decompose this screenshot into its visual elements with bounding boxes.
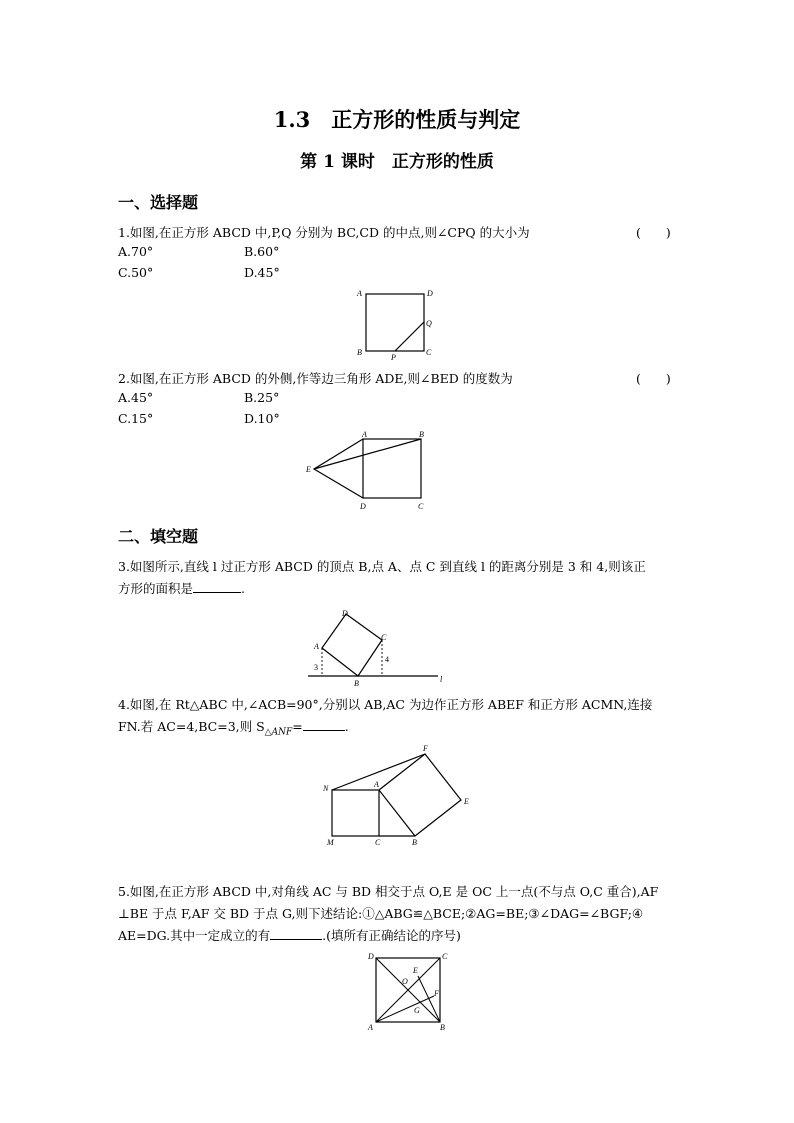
q4-label-a: A (374, 780, 379, 789)
q5-segment-be (418, 976, 440, 1022)
q2-option-c: C.15° (118, 411, 154, 426)
q4-line2 (118, 717, 349, 738)
q2-label-b: B (419, 430, 424, 439)
q4-label-f: F (423, 744, 428, 753)
q5-line1: 5.如图,在正方形 ABCD 中,对角线 AC 与 BD 相交于点 O,E 是 OC 上一点(不与点 O,C 重合),AF (118, 884, 659, 899)
q5-label-a: A (368, 1023, 373, 1032)
q4-figure (318, 740, 478, 850)
section-fill-heading: 二、填空题 (118, 527, 199, 546)
q3-line1: 3.如图所示,直线 l 过正方形 ABCD 的顶点 B,点 A、点 C 到直线 l 的距离分别是 3 和 4,则该正 (118, 559, 646, 574)
q1-label-q: Q (426, 319, 432, 328)
q2-option-a: A.45° (118, 390, 154, 405)
q1-option-a: A.70° (118, 244, 154, 259)
q1-figure (350, 284, 440, 364)
q5-line3-end: .(填所有正确结论的序号) (322, 928, 461, 943)
q4-answer-blank[interactable] (303, 718, 345, 731)
q2-label-e: E (306, 465, 311, 474)
q4-square-abef (379, 754, 461, 836)
q1-answer-paren: ( ) (636, 225, 671, 240)
q5-label-b: B (440, 1023, 445, 1032)
q5-label-d: D (368, 952, 374, 961)
q5-label-e: E (413, 966, 418, 975)
q1-option-b: B.60° (244, 244, 280, 259)
q4-area-subscript: △ANF (264, 727, 293, 738)
q2-segment-eb (314, 439, 421, 469)
q1-stem: 1.如图,在正方形 ABCD 中,P,Q 分别为 BC,CD 的中点,则∠CPQ 的大小为 (118, 225, 530, 240)
q3-label-c: C (381, 633, 387, 642)
q4-label-n: N (323, 784, 329, 793)
q1-square (366, 294, 424, 351)
q3-label-l: l (440, 675, 443, 684)
q4-line2-text: FN.若 AC=4,BC=3,则 S (118, 719, 265, 734)
q2-figure (300, 428, 440, 513)
q2-answer-paren: ( ) (636, 371, 671, 386)
q1-label-d: D (427, 289, 433, 298)
q5-line3 (118, 926, 461, 944)
q3-label-d: D (342, 609, 348, 618)
q3-line2 (118, 579, 245, 597)
q3-line2-text: 方形的面积是 (118, 581, 194, 596)
q4-label-b: B (412, 838, 417, 847)
q5-segment-af (376, 996, 434, 1022)
q3-label-a: A (314, 642, 319, 651)
q4-square-acmn (332, 790, 379, 836)
q2-label-c: C (418, 502, 424, 511)
q5-label-f: F (434, 989, 439, 998)
q2-label-d: D (360, 502, 366, 511)
q4-line1: 4.如图,在 Rt△ABC 中,∠ACB=90°,分别以 AB,AC 为边作正方形 ABEF 和正方形 ACMN,连接 (118, 697, 653, 712)
q5-line2: ⊥BE 于点 F,AF 交 BD 于点 G,则下述结论:①△ABG≌△BCE;②AG=BE;③∠DAG=∠BGF;④ (118, 906, 644, 921)
q3-answer-blank[interactable] (193, 580, 241, 593)
q5-label-o: O (402, 977, 408, 986)
q5-answer-blank[interactable] (270, 927, 322, 940)
q1-option-c: C.50° (118, 265, 154, 280)
q3-square (322, 614, 382, 676)
q2-triangle-ade (314, 439, 363, 498)
q2-square (363, 439, 421, 498)
q4-line2-end: . (344, 719, 349, 734)
q3-line2-end: . (241, 581, 245, 596)
q1-label-b: B (357, 348, 362, 357)
q1-label-c: C (426, 348, 432, 357)
q1-label-p: P (391, 353, 396, 362)
q5-figure (362, 948, 457, 1038)
q5-line3-text: AE=DG.其中一定成立的有 (118, 928, 271, 943)
lesson-title: 1.3 正方形的性质与判定 (273, 107, 521, 132)
q3-label-3: 3 (314, 663, 318, 672)
section-choice-heading: 一、选择题 (118, 193, 199, 212)
q5-label-g: G (414, 1006, 420, 1015)
q2-option-b: B.25° (244, 390, 280, 405)
q4-label-c: C (375, 838, 381, 847)
q4-label-e: E (464, 797, 469, 806)
lesson-subtitle: 第 1 课时 正方形的性质 (300, 152, 494, 172)
q3-figure (306, 604, 446, 689)
q2-stem: 2.如图,在正方形 ABCD 的外侧,作等边三角形 ADE,则∠BED 的度数为 (118, 371, 513, 386)
q3-label-4: 4 (385, 655, 389, 664)
q2-option-d: D.10° (244, 411, 280, 426)
q4-label-m: M (327, 838, 334, 847)
q1-label-a: A (357, 289, 362, 298)
q1-option-d: D.45° (244, 265, 280, 280)
q3-label-b: B (354, 679, 359, 688)
q5-label-c: C (442, 952, 448, 961)
q2-label-a: A (362, 430, 367, 439)
q1-segment-pq (395, 322, 424, 351)
q4-eq: = (292, 719, 303, 734)
